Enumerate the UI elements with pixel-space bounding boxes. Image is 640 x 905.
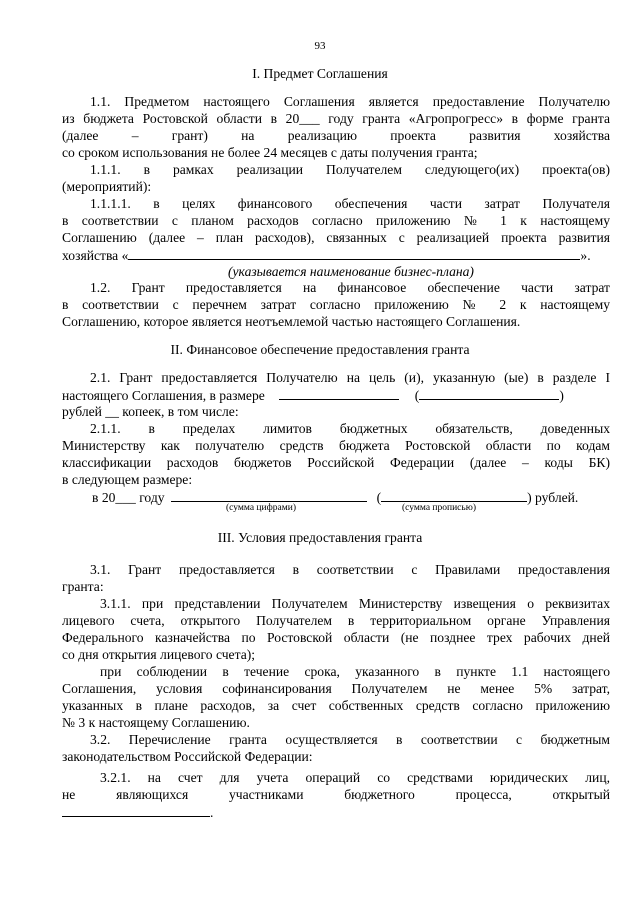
p-1-1-line-3: (далее – грант) на реализацию проекта развития хозяйства: [62, 128, 610, 143]
p-3-1-1-line-2: лицевого счета, открытого Получателем в территориальном органе Управления: [62, 613, 610, 628]
p-3-1-1-line-4: со дня открытия лицевого счета);: [62, 647, 256, 662]
p-2-1-line-1: 2.1. Грант предоставляется Получателю на цель (и), указанную (ые) в разделе I: [90, 370, 610, 385]
business-plan-hint: (указывается наименование бизнес-плана): [228, 264, 474, 279]
sum-digits-hint: (сумма цифрами): [226, 503, 296, 513]
p-3-2-line-1: 3.2. Перечисление гранта осуществляется в соответствии с бюджетным: [90, 732, 610, 747]
business-plan-name-blank: [128, 247, 580, 260]
p-3-1-line-1: 3.1. Грант предоставляется в соответствии с Правилами предоставления: [90, 562, 610, 577]
p-2-1-1-line-3: классификации расходов бюджетов Российской Федерации (далее – коды БК): [62, 455, 610, 470]
p-3-1-1-line-1: 3.1.1. при представлении Получателем Министерству извещения о реквизитах: [100, 596, 610, 611]
p-2-1-1-line-4: в следующем размере:: [62, 472, 193, 487]
sum-words-hint: (сумма прописью): [402, 503, 476, 513]
p-cofinancing-line-2: Соглашения, условия софинансирования Получателем не менее 5% затрат,: [62, 681, 610, 696]
p-cofinancing-line-3: указанных в плане расходов, за счет собственных средств согласно приложению: [62, 698, 610, 713]
amount-words-blank: [419, 387, 559, 400]
p-3-1-1-line-3: Федерального казначейства по Ростовской области (не позднее трех рабочих дней: [62, 630, 610, 645]
p-3-2-line-2: законодательством Российской Федерации:: [62, 749, 313, 764]
p-2-1-1-line-5: в 20___ году ( ) рублей.: [92, 490, 579, 505]
business-plan-suffix: ».: [580, 248, 591, 263]
p-1-1-1-1-line-1: 1.1.1.1. в целях финансового обеспечения части затрат Получателя: [90, 196, 610, 211]
business-plan-prefix: хозяйства «: [62, 248, 129, 263]
p-3-2-1-line-1: 3.2.1. на счет для учета операций со средствами юридических лиц,: [100, 770, 610, 785]
p-1-1-line-2: из бюджета Ростовской области в 20___ году гранта «Агропрогресс» в форме гранта: [62, 111, 610, 126]
p-3-1-line-2: гранта:: [62, 579, 104, 594]
account-blank: [62, 804, 210, 817]
p-2-1-1-line-2: Министерству как получателю средств бюджета Ростовской области по кодам: [62, 438, 610, 453]
p-3-2-1-line-3: .: [62, 804, 213, 821]
p-1-1-1-1-line-3: Соглашению (далее – план расходов), связанных с реализацией проекта развития: [62, 230, 610, 245]
section-3-heading: III. Условия предоставления гранта: [217, 530, 423, 545]
sum-words-blank: [381, 489, 527, 502]
p-1-1-1-line-1: 1.1.1. в рамках реализации Получателем следующего(их) проекта(ов): [90, 162, 610, 177]
p-1-1-1-1-line-2: в соответствии с планом расходов согласно приложению № 1 к настоящему: [62, 213, 610, 228]
p-1-2-line-2: в соответствии с перечнем затрат согласно приложению № 2 к настоящему: [62, 297, 610, 312]
p-2-1-line-3: рублей __ копеек, в том числе:: [62, 404, 239, 419]
p-2-1-line-2: настоящего Соглашения, в размере ( ): [62, 388, 564, 403]
p-1-2-line-3: Соглашению, которое является неотъемлемой частью настоящего Соглашения.: [62, 314, 521, 329]
amount-digits-blank: [279, 387, 399, 400]
section-2-heading: II. Финансовое обеспечение предоставления гранта: [170, 342, 470, 357]
p-1-1-1-1-line-4: [62, 247, 591, 264]
p-3-2-1-line-2: не являющихся участниками бюджетного процесса, открытый: [62, 787, 610, 802]
p-1-1-line-1: 1.1. Предметом настоящего Соглашения является предоставление Получателю: [90, 94, 610, 109]
page-number: 93: [314, 40, 326, 52]
p-2-1-1-line-1: 2.1.1. в пределах лимитов бюджетных обязательств, доведенных: [90, 421, 610, 436]
sum-digits-blank: [171, 489, 367, 502]
section-1-heading: I. Предмет Соглашения: [252, 66, 388, 81]
p-cofinancing-line-1: при соблюдении в течение срока, указанного в пункте 1.1 настоящего: [100, 664, 610, 679]
p-1-1-line-4: со сроком использования не более 24 месяцев с даты получения гранта;: [62, 145, 478, 160]
p-cofinancing-line-4: № 3 к настоящему Соглашению.: [62, 715, 250, 730]
p-1-1-1-line-2: (мероприятий):: [62, 179, 152, 194]
p-1-2-line-1: 1.2. Грант предоставляется на финансовое обеспечение части затрат: [90, 280, 610, 295]
